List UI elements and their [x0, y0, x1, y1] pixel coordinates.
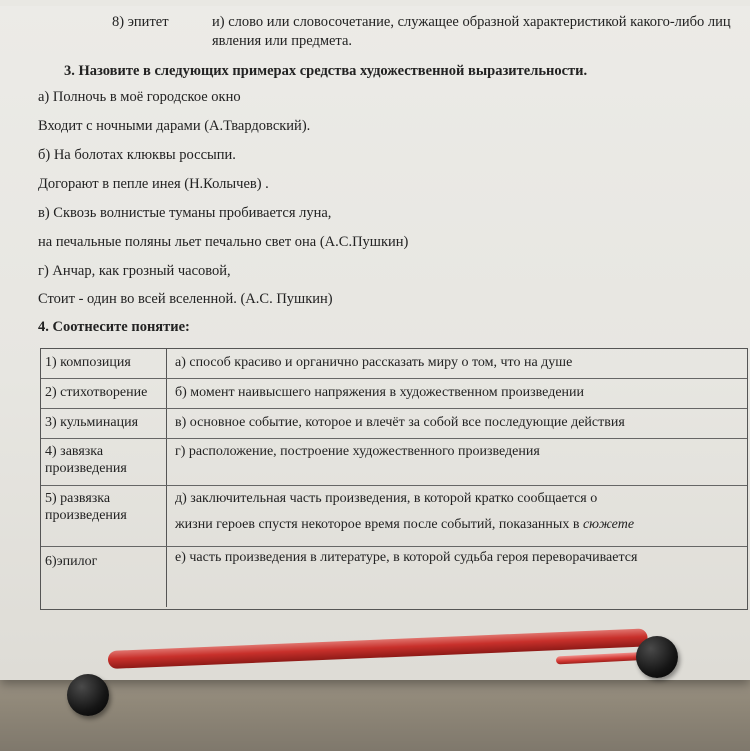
term-cell: 3) кульминация	[41, 409, 167, 438]
task3-line-c2: на печальные поляны льет печально свет она (А.С.Пушкин)	[38, 234, 409, 250]
task3-title: 3. Назовите в следующих примерах средства художественной выразительности.	[64, 63, 588, 79]
term-cell: 6)эпилог	[41, 547, 167, 607]
definition-line2	[175, 516, 741, 533]
definition-cell: е) часть произведения в литературе, в которой судьба героя переворачивается	[175, 550, 638, 565]
task4-title: 4. Соотнесите понятие:	[38, 319, 190, 335]
table-row	[41, 379, 747, 409]
definition-cell	[169, 486, 747, 546]
definition-cell: б) момент наивысшего напряжения в художественном произведении	[175, 385, 585, 400]
prev-def-line2: явления или предмета.	[212, 33, 353, 49]
matching-table	[40, 348, 748, 610]
definition-line2-text: жизни героев спустя некоторое время после событий, показанных в	[175, 517, 580, 532]
definition-cell: г) расположение, построение художественного произведения	[175, 444, 540, 459]
term-cell: 5) развязка произведения	[41, 486, 167, 546]
task3-line-d2: Стоит - один во всей вселенной. (А.С. Пушкин)	[38, 291, 333, 307]
table-row	[41, 547, 747, 607]
task3-line-a1: а) Полночь в моё городское окно	[38, 89, 241, 105]
term-cell: 2) стихотворение	[41, 379, 167, 408]
term-cell: 4) завязка произведения	[41, 439, 167, 485]
task3-line-d1: г) Анчар, как грозный часовой,	[38, 263, 231, 279]
definition-line2-italic: сюжете	[582, 517, 635, 532]
table-row	[41, 349, 747, 379]
table-row	[41, 486, 747, 547]
table-row	[41, 409, 747, 439]
cut-off-top-line	[0, 0, 750, 6]
definition-cell: а) способ красиво и органично рассказать миру о том, что на душе	[175, 355, 573, 370]
left-ball	[67, 674, 109, 716]
definition-line1: д) заключительная часть произведения, в которой кратко сообщается о	[175, 491, 598, 506]
table-row	[41, 439, 747, 486]
term-cell: 1) композиция	[41, 349, 167, 378]
right-ball	[636, 636, 678, 678]
task3-line-a2: Входит с ночными дарами (А.Твардовский).	[38, 118, 311, 134]
definition-cell: в) основное событие, которое и влечёт за собой все последующие действия	[175, 415, 625, 430]
task3-line-b2: Догорают в пепле инея (Н.Колычев) .	[38, 176, 269, 192]
prev-def-line1: и) слово или словосочетание, служащее образной характеристикой какого-либо лиц	[212, 14, 731, 30]
task3-line-b1: б) На болотах клюквы россыпи.	[38, 147, 236, 163]
prev-term-epithet: 8) эпитет	[112, 14, 169, 30]
task3-line-c1: в) Сквозь волнистые туманы пробивается луна,	[38, 205, 332, 221]
